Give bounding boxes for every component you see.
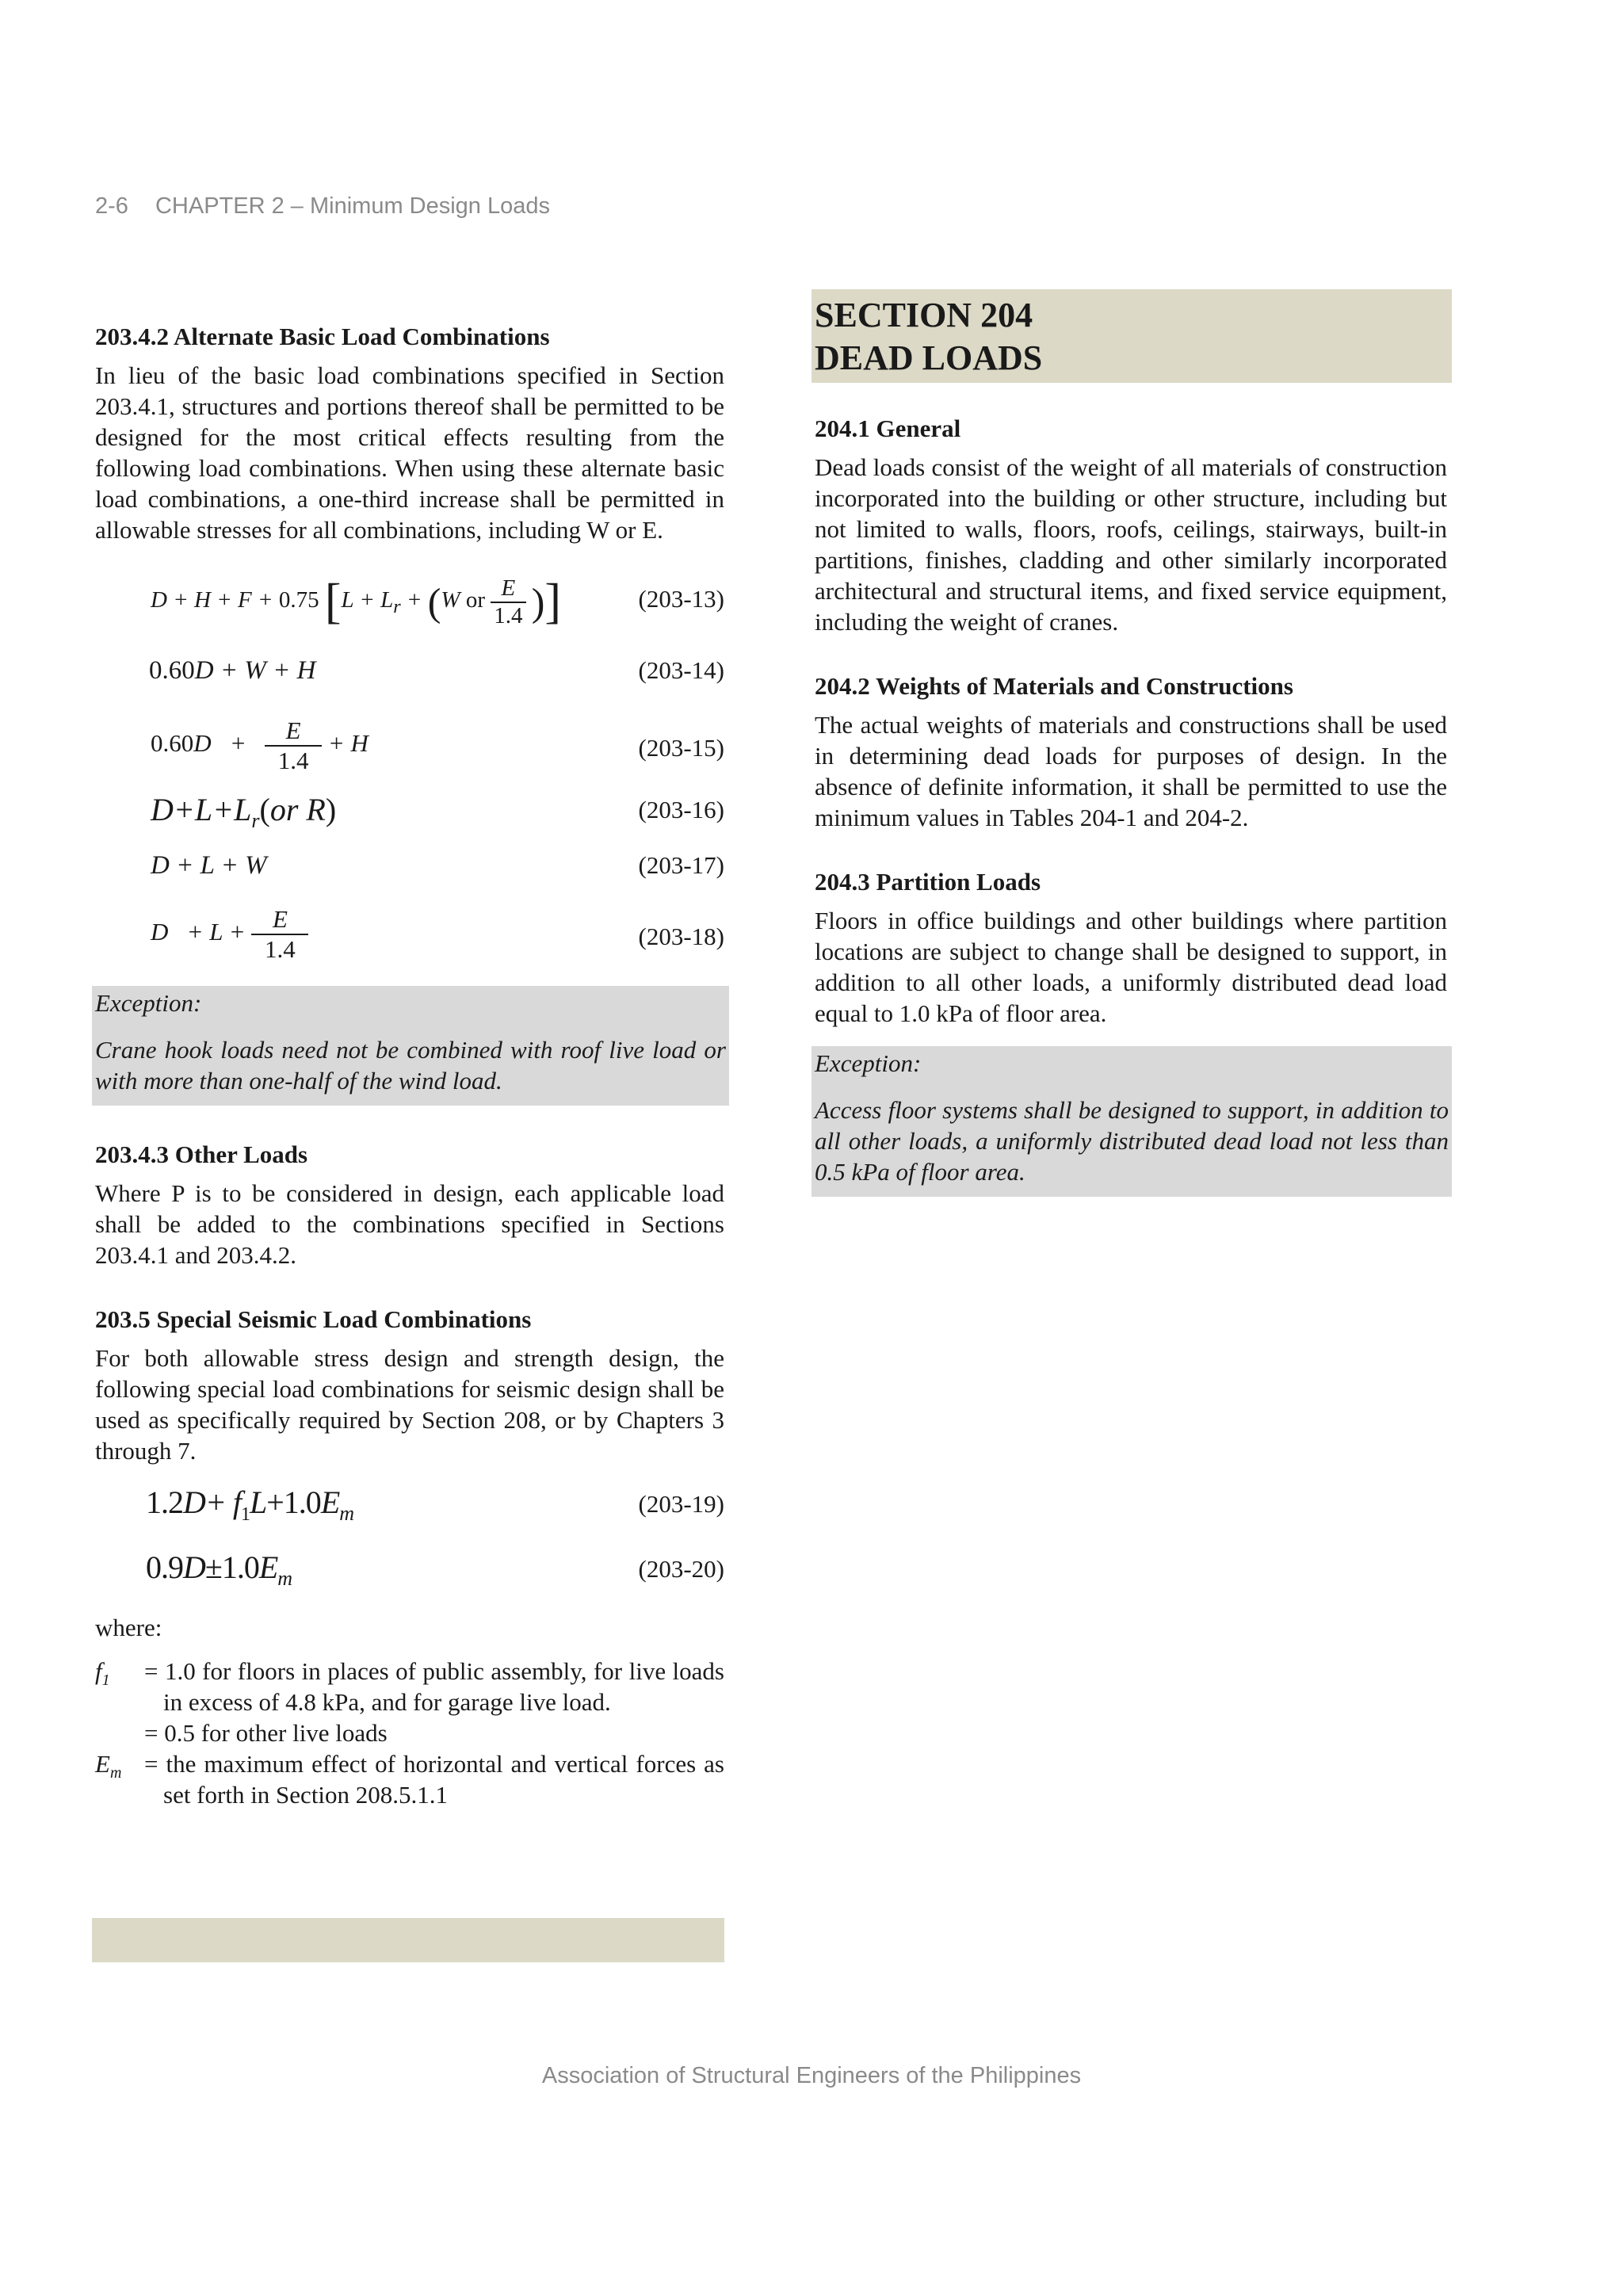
- body-204-1: Dead loads consist of the weight of all materials of construction incorporated into the building or other structure, including but not limited to walls, floors, roofs, ceilings, stairways, built-in partitions, finishes, cladding and other similarly incorporated architectural and structural items, and fixed service equipment, including the weight of cranes.: [815, 453, 1447, 636]
- equation-expr: D + H + F + 0.75 [$L + L_r + (W$ or $\frac{E}{1.4}$ )]: [151, 575, 562, 628]
- equation-203-13: [95, 563, 724, 642]
- section-204-banner: [812, 289, 1452, 383]
- heading-203-4-3: 203.4.3 Other Loads: [95, 1140, 308, 1168]
- equation-203-15: [95, 713, 724, 785]
- equation-expr: 0.60D + $\frac{E}{1.4}$ + H: [151, 716, 369, 774]
- body-203-5: For both allowable stress design and strength design, the following special load combinations for seismic design shall be used as specifically required by Section 208, or by Chapters 3 through 7.: [95, 1344, 724, 1465]
- section-title: DEAD LOADS: [815, 338, 1043, 377]
- equation-number: (203-16): [638, 796, 724, 823]
- running-head: [95, 193, 550, 220]
- equation-number: (203-15): [638, 734, 724, 762]
- heading-203-5: 203.5 Special Seismic Load Combinations: [95, 1305, 532, 1333]
- heading-204-3: 204.3 Partition Loads: [815, 868, 1041, 896]
- equation-203-17: [95, 851, 724, 886]
- equation-number: (203-19): [638, 1490, 724, 1518]
- equation-expr: D + L + W: [151, 851, 267, 880]
- equation-expr: $0.9D\pm 1.0E_m$: [146, 1549, 292, 1590]
- equation-expr: $1.2D+ f_1L+1.0E_m$: [146, 1484, 354, 1525]
- equation-number: (203-20): [638, 1555, 724, 1583]
- em-definition: = the maximum effect of horizontal and vertical forces as set forth in Section 208.5.1.1: [144, 1750, 724, 1809]
- exception-box-access-floor: [812, 1046, 1452, 1197]
- section-number: SECTION 204: [815, 296, 1033, 334]
- equation-number: (203-18): [638, 923, 724, 950]
- equation-203-19: [95, 1484, 724, 1528]
- chapter-title: CHAPTER 2 – Minimum Design Loads: [155, 193, 550, 219]
- body-204-3: Floors in office buildings and other buildings where partition locations are subject to change shall be designed to support, in addition to all other loads, a uniformly distributed dead load equal to 1.0 kPa of floor area.: [815, 907, 1447, 1027]
- equation-expr: 0.60D + W + H: [149, 656, 316, 685]
- equation-203-18: [95, 902, 724, 975]
- body-203-4-2: In lieu of the basic load combinations specified in Section 203.4.1, structures and portions thereof shall be permitted to be designed for the most critical effects resulting from the following load combinations. When using these alternate basic load combinations, a one-third increase shall be permitted in allowable stresses for all combinations, including W or E.: [95, 361, 724, 544]
- exception-text: Access floor systems shall be designed to support, in addition to all other loads, a uniformly distributed dead load not less than 0.5 kPa of floor area.: [815, 1096, 1449, 1186]
- symbol-em: $E_m$: [95, 1750, 122, 1782]
- where-f1: [95, 1656, 724, 1748]
- equation-number: (203-14): [638, 656, 724, 684]
- equation-number: (203-17): [638, 851, 724, 879]
- exception-box-crane: [92, 986, 729, 1106]
- page-footer: Association of Structural Engineers of the Philippines: [541, 2063, 1082, 2088]
- equation-expr: $D+L+L_r(or$ R): [151, 792, 337, 832]
- decorative-tan-bar: [92, 1918, 724, 1962]
- equation-203-14: [95, 656, 724, 691]
- equation-number: (203-13): [638, 585, 724, 613]
- heading-204-2: 204.2 Weights of Materials and Constructions: [815, 672, 1293, 700]
- right-column: [815, 289, 1447, 1197]
- heading-204-1: 204.1 General: [815, 415, 961, 442]
- page-number: 2-6: [95, 193, 128, 219]
- equation-203-16: [95, 792, 724, 837]
- body-204-2: The actual weights of materials and constructions shall be used in determining dead loads for purposes of design. In the absence of definite information, it shall be permitted to use the minimum values in Tables 204-1 and 204-2.: [815, 711, 1447, 831]
- symbol-f1: $f_1$: [95, 1657, 110, 1690]
- f1-definition-2: = 0.5 for other live loads: [144, 1719, 388, 1747]
- equation-203-20: [95, 1549, 724, 1593]
- equation-expr: D + L + $\frac{E}{1.4}$: [151, 905, 308, 964]
- exception-label: Exception:: [95, 989, 202, 1017]
- f1-definition-1: = 1.0 for floors in places of public assembly, for live loads in excess of 4.8 kPa, and for garage live load.: [144, 1657, 724, 1716]
- left-column: [95, 321, 724, 1810]
- heading-203-4-2: 203.4.2 Alternate Basic Load Combinations: [95, 323, 550, 350]
- where-em: [95, 1748, 724, 1810]
- exception-label: Exception:: [815, 1049, 922, 1077]
- exception-text: Crane hook loads need not be combined with roof live load or with more than one-half of the wind load.: [95, 1036, 726, 1095]
- where-label: where:: [95, 1614, 162, 1641]
- body-203-4-3: Where P is to be considered in design, each applicable load shall be added to the combinations specified in Sections 203.4.1 and 203.4.2.: [95, 1179, 724, 1269]
